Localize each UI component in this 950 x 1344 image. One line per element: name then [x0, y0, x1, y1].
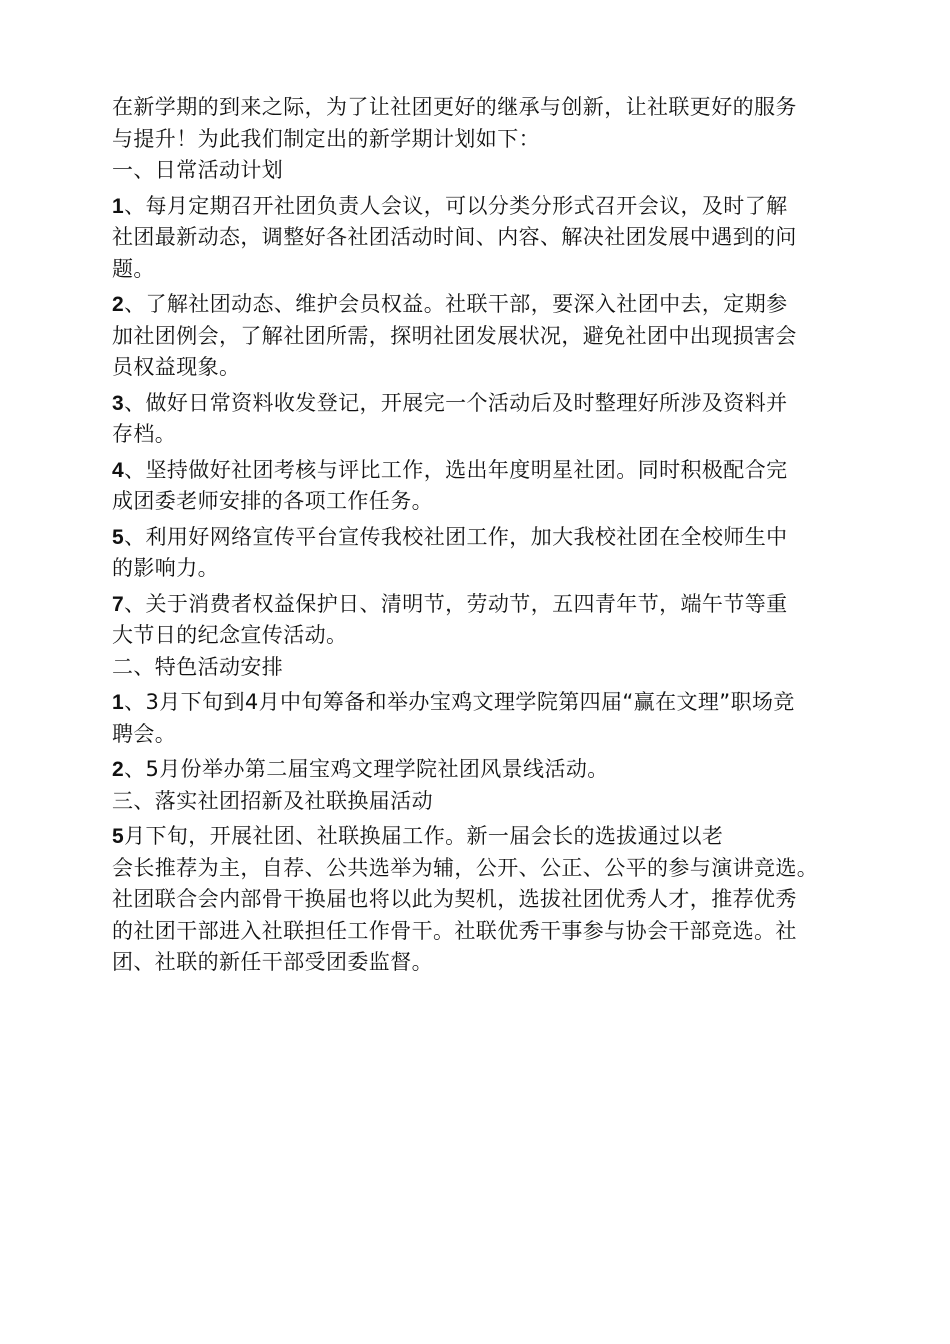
- text-line: [112, 222, 872, 254]
- item-number: 5: [112, 525, 125, 549]
- text-line: [112, 687, 872, 719]
- text-line: [112, 289, 872, 321]
- text-line: [112, 92, 872, 124]
- text-line: [112, 486, 872, 518]
- item-number: 3: [112, 391, 125, 415]
- text-line: [112, 455, 872, 487]
- text-line: [112, 652, 872, 684]
- item-number: 2: [112, 293, 125, 316]
- line-text: 二、特色活动安排: [112, 654, 284, 679]
- text-line: [112, 388, 872, 420]
- text-line: [112, 522, 872, 554]
- text-line: [112, 254, 872, 286]
- item-number: 5: [112, 825, 125, 848]
- line-text: 三、落实社团招新及社联换届活动: [112, 788, 433, 813]
- text-line: [112, 821, 872, 853]
- line-text: 成团委老师安排的各项工作任务。: [112, 489, 433, 513]
- text-line: [112, 191, 872, 223]
- item-number: 1: [112, 691, 125, 714]
- line-text: 的社团干部进入社联担任工作骨干。社联优秀干事参与协会干部竞选。社: [112, 918, 797, 943]
- line-text: 、坚持做好社团考核与评比工作，选出年度明星社团。同时积极配合完: [124, 457, 788, 482]
- text-line: [112, 947, 872, 979]
- line-text: 社团联合会内部骨干换届也将以此为契机，选拔社团优秀人才，推荐优秀: [112, 887, 797, 911]
- text-line: [112, 419, 872, 451]
- line-text: 、做好日常资料收发登记，开展完一个活动后及时整理好所涉及资料并: [124, 390, 788, 415]
- line-text: 团、社联的新任干部受团委监督。: [112, 950, 433, 974]
- line-text: 的影响力。: [112, 556, 219, 580]
- line-text: 聘会。: [112, 721, 177, 746]
- text-line: [112, 853, 872, 885]
- line-text: 与提升！为此我们制定出的新学期计划如下：: [112, 126, 540, 151]
- text-line: [112, 124, 872, 156]
- text-line: [112, 620, 872, 652]
- item-number: 4: [112, 458, 125, 482]
- line-text: 加社团例会，了解社团所需，探明社团发展状况，避免社团中出现损害会: [112, 323, 797, 348]
- line-text: 、了解社团动态、维护会员权益。社联干部，要深入社团中去，定期参: [124, 292, 788, 316]
- line-text: 、每月定期召开社团负责人会议，可以分类分形式召开会议，及时了解: [124, 193, 788, 218]
- line-text: 、5月份举办第二届宝鸡文理学院社团风景线活动。: [124, 757, 609, 781]
- line-text: 月下旬，开展社团、社联换届工作。新一届会长的选拔通过以老: [124, 824, 724, 848]
- line-text: 题。: [112, 256, 155, 281]
- document-body: [112, 92, 872, 979]
- line-text: 大节日的纪念宣传活动。: [112, 623, 348, 647]
- text-line: [112, 321, 872, 353]
- line-text: 员权益现象。: [112, 355, 241, 379]
- line-text: 、3月下旬到4月中旬筹备和举办宝鸡文理学院第四届“赢在文理”职场竞: [124, 690, 795, 714]
- text-line: [112, 352, 872, 384]
- line-text: 一、日常活动计划: [112, 158, 284, 182]
- text-line: [112, 155, 872, 187]
- text-line: [112, 786, 872, 818]
- item-number: 7: [112, 592, 125, 616]
- text-line: [112, 916, 872, 948]
- text-line: [112, 754, 872, 786]
- text-line: [112, 589, 872, 621]
- text-line: [112, 719, 872, 751]
- line-text: 、关于消费者权益保护日、清明节，劳动节，五四青年节，端午节等重: [124, 591, 788, 616]
- text-line: [112, 884, 872, 916]
- item-number: 2: [112, 758, 125, 781]
- line-text: 、利用好网络宣传平台宣传我校社团工作，加大我校社团在全校师生中: [124, 524, 788, 549]
- line-text: 社团最新动态，调整好各社团活动时间、内容、解决社团发展中遇到的问: [112, 225, 797, 249]
- line-text: 会长推荐为主，自荐、公共选举为辅，公开、公正、公平的参与演讲竞选。: [112, 855, 819, 880]
- line-text: 在新学期的到来之际，为了让社团更好的继承与创新，让社联更好的服务: [112, 95, 797, 119]
- line-text: 存档。: [112, 422, 177, 446]
- item-number: 1: [112, 194, 125, 218]
- text-line: [112, 553, 872, 585]
